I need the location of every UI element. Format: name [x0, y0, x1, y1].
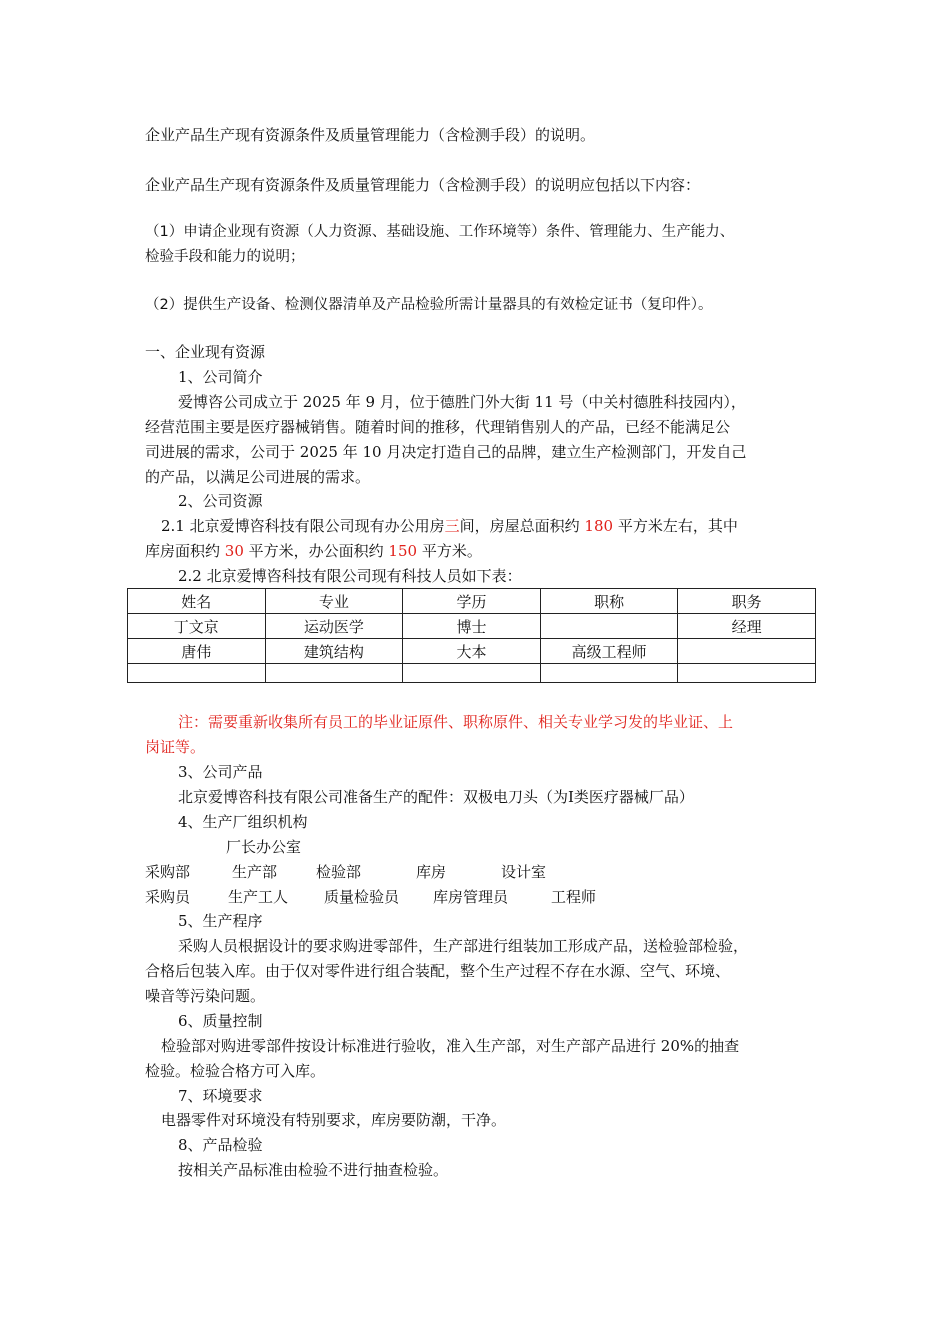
requirement-2: （2）提供生产设备、检测仪器清单及产品检验所需计量器具的有效检定证书（复印件）。: [145, 297, 713, 313]
table-row: [128, 614, 816, 639]
procedure-line-2: 合格后包装入库。由于仅对零件进行组合装配，整个生产过程不存在水源、空气、环境、: [145, 962, 731, 980]
resource-2-1-text-f: 平方米。: [417, 542, 482, 560]
cell-education: [403, 664, 541, 683]
subsection-2-title: 2、公司资源: [178, 492, 263, 510]
subsection-1-title: 1、公司简介: [178, 368, 263, 386]
storage-area: 30: [224, 542, 244, 560]
product-text: 北京爱博咨科技有限公司准备生产的配件：双极电刀头（为Ⅰ类医疗器械厂品）: [178, 788, 694, 806]
office-area: 150: [388, 542, 418, 560]
org-role-purchaser: 采购员: [145, 888, 191, 906]
resource-2-1-text-a: 2.1 北京爱博咨科技有限公司现有办公用房: [161, 517, 445, 535]
inspection-text: 按相关产品标准由检验不进行抽查检验。: [178, 1161, 449, 1179]
subsection-6-title: 6、质量控制: [178, 1012, 263, 1030]
org-dept-inspection: 检验部: [316, 863, 362, 881]
subsection-3-title: 3、公司产品: [178, 763, 263, 781]
table-row: [128, 639, 816, 664]
intro-line-1: 爱博咨公司成立于 2025 年 9 月，位于德胜门外大街 11 号（中关村德胜科技园内），: [178, 393, 746, 411]
cell-name: 唐伟: [128, 639, 266, 664]
cell-title: [540, 664, 678, 683]
org-dept-design: 设计室: [501, 863, 547, 881]
resource-2-1-text-d: 库房面积约: [145, 542, 225, 560]
header-education: 学历: [403, 589, 541, 614]
resource-2-2: 2.2 北京爱博咨科技有限公司现有科技人员如下表：: [178, 567, 522, 585]
table-row: [128, 664, 816, 683]
resource-2-1-text-b: 间，房屋总面积约: [459, 517, 585, 535]
cell-major: 建筑结构: [265, 639, 403, 664]
subsection-5-title: 5、生产程序: [178, 912, 263, 930]
subsection-8-title: 8、产品检验: [178, 1136, 263, 1154]
procedure-line-3: 噪音等污染问题。: [145, 987, 266, 1005]
cell-major: [265, 664, 403, 683]
cell-major: 运动医学: [265, 614, 403, 639]
cell-name: 丁文京: [128, 614, 266, 639]
heading-1: 企业产品生产现有资源条件及质量管理能力（含检测手段）的说明。: [145, 126, 596, 144]
note-line-1: 注：需要重新收集所有员工的毕业证原件、职称原件、相关专业学习发的毕业证、上: [178, 713, 734, 731]
quality-line-1: 检验部对购进零部件按设计标准进行验收，准入生产部，对生产部产品进行 20%的抽查: [161, 1037, 740, 1055]
org-dept-purchasing: 采购部: [145, 863, 191, 881]
procedure-line-1: 采购人员根据设计的要求购进零部件，生产部进行组装加工形成产品，送检验部检验，: [178, 937, 749, 955]
header-position: 职务: [678, 589, 816, 614]
quality-line-2: 检验。检验合格方可入库。: [145, 1062, 326, 1080]
subsection-7-title: 7、环境要求: [178, 1087, 263, 1105]
header-name: 姓名: [128, 589, 266, 614]
subsection-4-title: 4、生产厂组织机构: [178, 813, 308, 831]
intro-line-2: 经营范围主要是医疗器械销售。随着时间的推移，代理销售别人的产品，已经不能满足公: [145, 418, 731, 436]
heading-2: 企业产品生产现有资源条件及质量管理能力（含检测手段）的说明应包括以下内容：: [145, 176, 701, 194]
header-title: 职称: [540, 589, 678, 614]
staff-table: [127, 588, 816, 683]
requirement-1-line-2: 检验手段和能力的说明；: [145, 249, 305, 265]
org-role-engineer: 工程师: [551, 888, 597, 906]
cell-education: 大本: [403, 639, 541, 664]
org-dept-warehouse: 库房: [416, 863, 447, 881]
org-dept-production: 生产部: [232, 863, 278, 881]
table-header-row: [128, 589, 816, 614]
intro-line-3: 司进展的需求，公司于 2025 年 10 月决定打造自己的品牌，建立生产检测部门，开发自己: [145, 443, 747, 461]
header-major: 专业: [265, 589, 403, 614]
total-area: 180: [584, 517, 614, 535]
cell-education: 博士: [403, 614, 541, 639]
section-1-title: 一、企业现有资源: [145, 343, 266, 361]
cell-position: [678, 639, 816, 664]
cell-position: [678, 664, 816, 683]
intro-line-4: 的产品，以满足公司进展的需求。: [145, 468, 371, 486]
resource-2-1-line-2: [145, 541, 482, 561]
requirement-1-line-1: （1）申请企业现有资源（人力资源、基础设施、工作环境等）条件、管理能力、生产能力、: [145, 224, 735, 240]
resource-2-1-text-c: 平方米左右，其中: [613, 517, 738, 535]
resource-2-1-text-e: 平方米，办公面积约: [243, 542, 389, 560]
cell-name: [128, 664, 266, 683]
org-director-office: 厂长办公室: [226, 838, 302, 856]
org-role-warehouse-keeper: 库房管理员: [433, 888, 509, 906]
cell-title: [540, 614, 678, 639]
note-line-2: 岗证等。: [145, 738, 206, 756]
cell-title: 高级工程师: [540, 639, 678, 664]
org-role-worker: 生产工人: [228, 888, 289, 906]
cell-position: 经理: [678, 614, 816, 639]
environment-text: 电器零件对环境没有特别要求，库房要防潮，干净。: [161, 1111, 507, 1129]
org-role-inspector: 质量检验员: [324, 888, 400, 906]
resource-2-1-line-1: [161, 516, 738, 536]
room-count: 三: [444, 517, 460, 535]
